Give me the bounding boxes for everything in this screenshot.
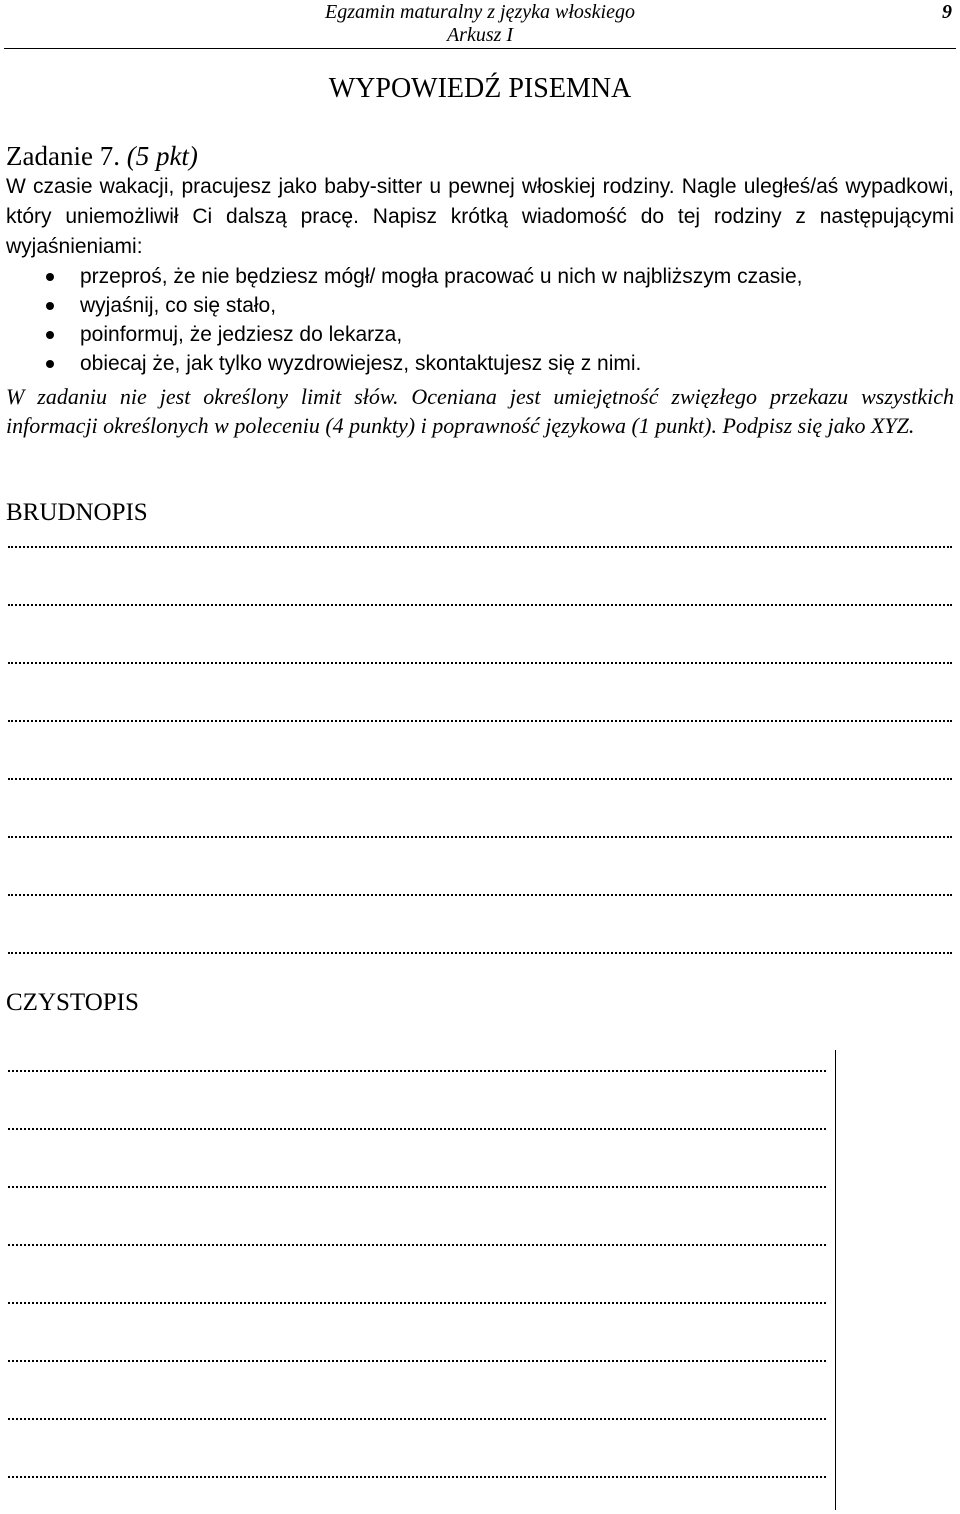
header-divider — [4, 48, 956, 49]
bullet-icon — [46, 331, 54, 339]
final-writing-line[interactable] — [8, 1360, 826, 1362]
list-item-text: poinformuj, że jedziesz do lekarza, — [80, 323, 403, 346]
task-heading — [6, 140, 198, 172]
page-number: 9 — [942, 1, 952, 23]
list-item — [40, 320, 802, 349]
section-title: WYPOWIEDŹ PISEMNA — [328, 73, 632, 104]
bullet-icon — [46, 273, 54, 281]
header-exam-title: Egzamin maturalny z języka włoskiego — [325, 1, 635, 23]
final-writing-line[interactable] — [8, 1128, 826, 1130]
task-instruction: W czasie wakacji, pracujesz jako baby-sitter u pewnej włoskiej rodziny. Nagle uległeś/aś wypadkowi, który uniemożliwił Ci dalszą pracę. Napisz krótką wiadomość do tej rodziny z następującymi wyjaśnieniami: — [6, 175, 954, 258]
list-item — [40, 349, 802, 378]
list-item-text: przeproś, że nie będziesz mógł/ mogła pracować u nich w najbliższym czasie, — [80, 265, 803, 288]
final-writing-line[interactable] — [8, 1244, 826, 1246]
draft-writing-line[interactable] — [8, 836, 952, 838]
list-item — [40, 262, 802, 291]
final-writing-line[interactable] — [8, 1476, 826, 1478]
draft-writing-line[interactable] — [8, 778, 952, 780]
task-points: (5 pkt) — [126, 141, 198, 171]
header-sheet-label: Arkusz I — [446, 24, 514, 46]
draft-writing-line[interactable] — [8, 604, 952, 606]
requirements-list — [40, 262, 802, 378]
final-writing-line[interactable] — [8, 1418, 826, 1420]
draft-writing-line[interactable] — [8, 662, 952, 664]
final-writing-line[interactable] — [8, 1186, 826, 1188]
margin-rule — [835, 1050, 836, 1510]
list-item-text: wyjaśnij, co się stało, — [80, 294, 277, 317]
draft-writing-line[interactable] — [8, 894, 952, 896]
task-note: W zadaniu nie jest określony limit słów. Oceniana jest umiejętność zwięzłego przekazu wszystkich informacji określonych w poleceniu (4 punkty) i poprawność językowa (1 punkt). Podpisz się jako XYZ. — [6, 384, 954, 438]
list-item-text: obiecaj że, jak tylko wyzdrowiejesz, skontaktujesz się z nimi. — [80, 352, 642, 375]
bullet-icon — [46, 360, 54, 368]
bullet-icon — [46, 302, 54, 310]
final-copy-heading: CZYSTOPIS — [6, 989, 139, 1016]
final-writing-line[interactable] — [8, 1302, 826, 1304]
draft-writing-line[interactable] — [8, 720, 952, 722]
draft-writing-line[interactable] — [8, 952, 952, 954]
list-item — [40, 291, 802, 320]
final-writing-line[interactable] — [8, 1070, 826, 1072]
draft-heading: BRUDNOPIS — [6, 499, 148, 526]
task-label: Zadanie 7. — [6, 141, 120, 171]
draft-writing-line[interactable] — [8, 546, 952, 548]
